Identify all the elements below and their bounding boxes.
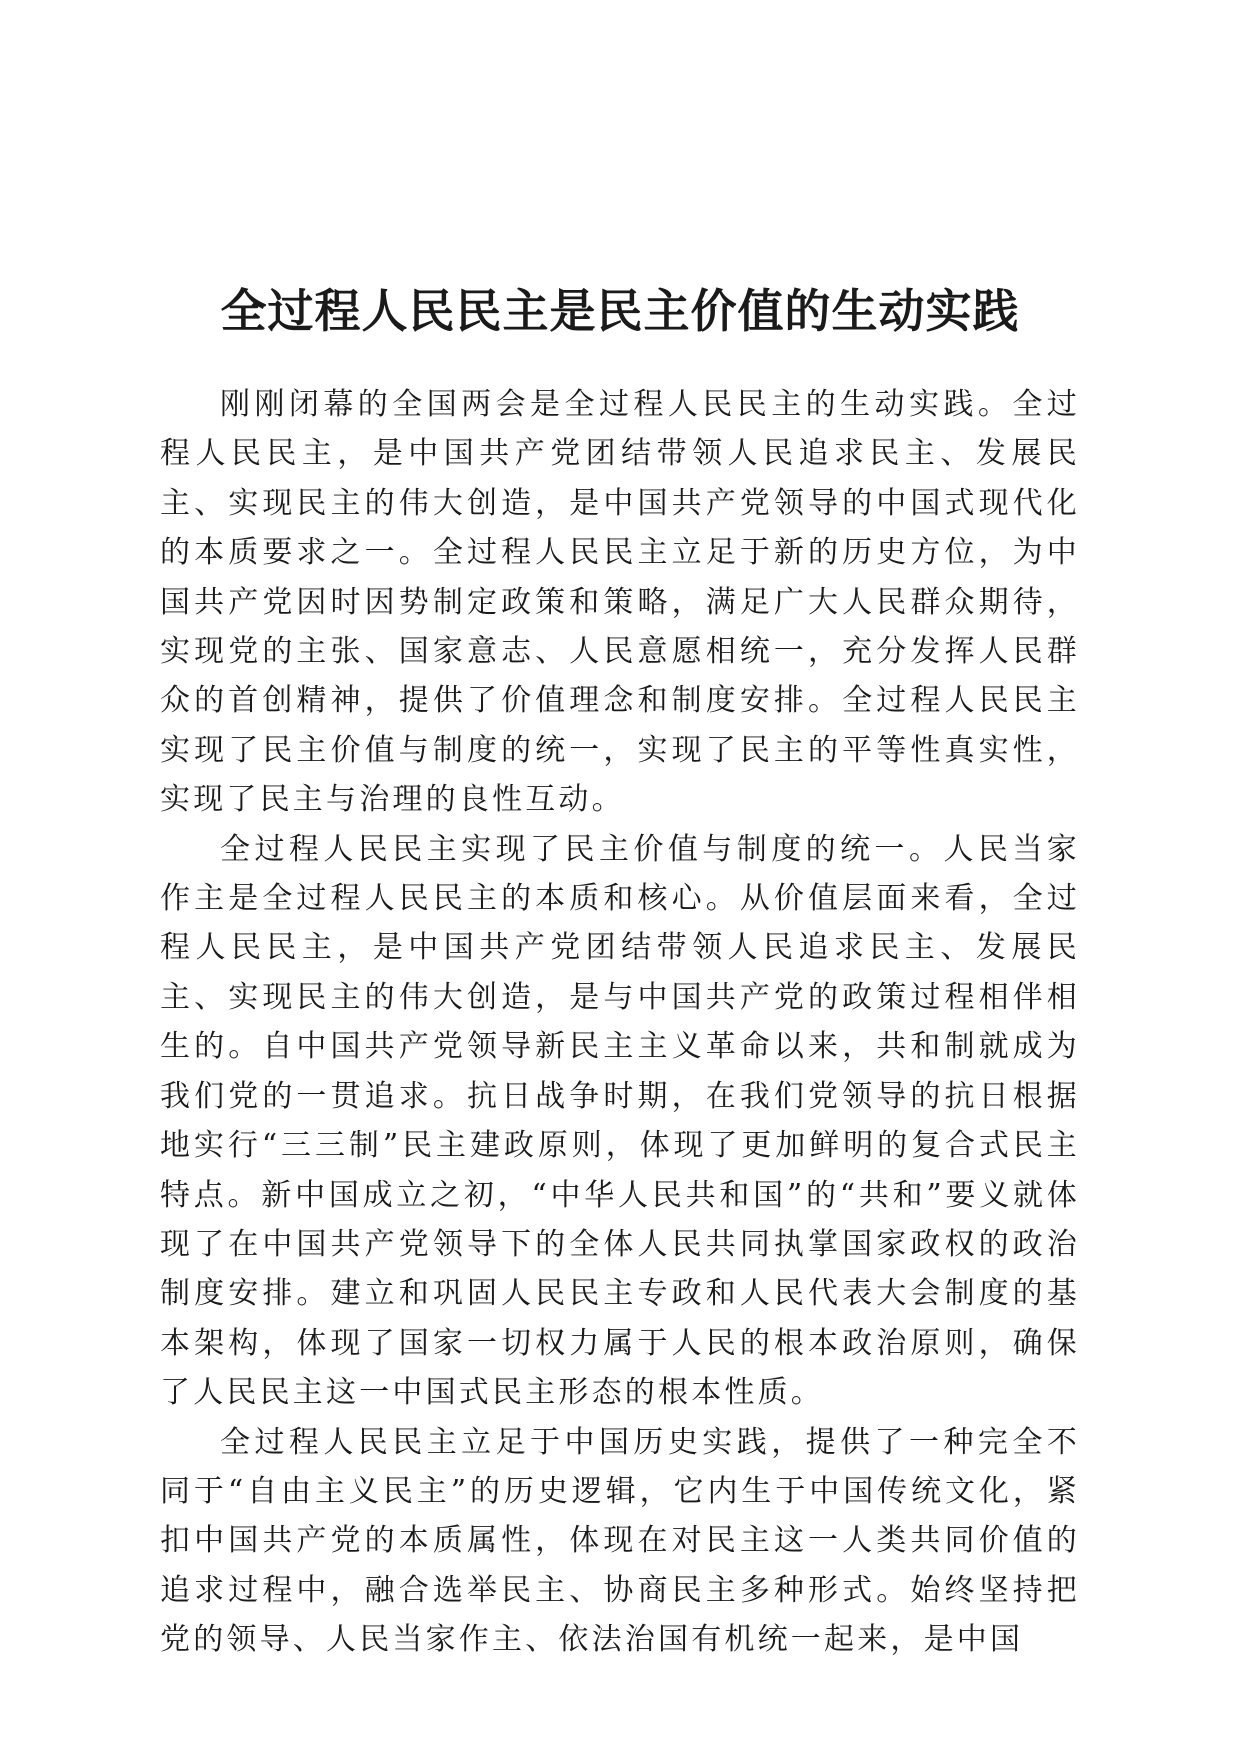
paragraph-3: 全过程人民民主立足于中国历史实践，提供了一种完全不同于“自由主义民主”的历史逻辑，它内生于中国传统文化，紧扣中国共产党的本质属性，体现在对民主这一人类共同价值的追求过程中，融合选举民主、协商民主多种形式。始终坚持把党的领导、人民当家作主、依法治国有机统一起来，是中国 bbox=[160, 1424, 1080, 1658]
paragraph-1: 刚刚闭幕的全国两会是全过程人民民主的生动实践。全过程人民民主，是中国共产党团结带领人民追求民主、发展民主、实现民主的伟大创造，是中国共产党领导的中国式现代化的本质要求之一。全过程人民民主立足于新的历史方位，为中国共产党因时因势制定政策和策略，满足广大人民群众期待，实现党的主张、国家意志、人民意愿相统一，充分发挥人民群众的首创精神，提供了价值理念和制度安排。全过程人民民主实现了民主价值与制度的统一，实现了民主的平等性真实性，实现了民主与治理的良性互动。 bbox=[160, 387, 1080, 818]
document-title: 全过程人民民主是民主价值的生动实践 bbox=[220, 283, 1020, 338]
paragraph-2: 全过程人民民主实现了民主价值与制度的统一。人民当家作主是全过程人民民主的本质和核心。从价值层面来看，全过程人民民主，是中国共产党团结带领人民追求民主、发展民主、实现民主的伟大创造，是与中国共产党的政策过程相伴相生的。自中国共产党领导新民主主义革命以来，共和制就成为我们党的一贯追求。抗日战争时期，在我们党领导的抗日根据地实行“三三制”民主建政原则，体现了更加鲜明的复合式民主特点。新中国成立之初，“中华人民共和国”的“共和”要义就体现了在中国共产党领导下的全体人民共同执掌国家政权的政治制度安排。建立和巩固人民民主专政和人民代表大会制度的基本架构，体现了国家一切权力属于人民的根本政治原则，确保了人民民主这一中国式民主形态的根本性质。 bbox=[160, 831, 1080, 1411]
document-body bbox=[160, 380, 1080, 1665]
